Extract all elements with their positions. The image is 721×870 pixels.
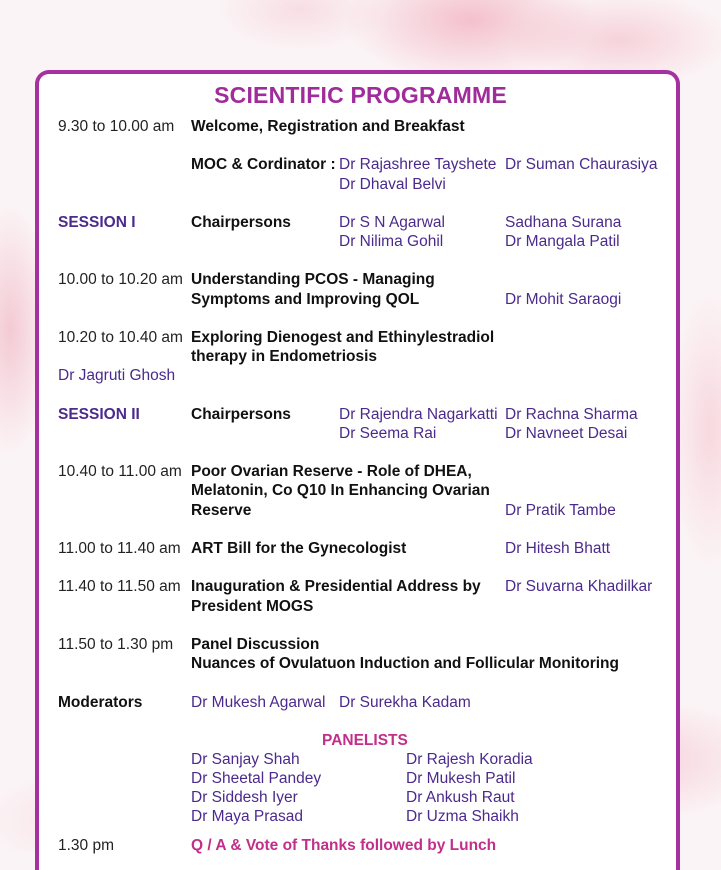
- chairpersons-label: Chairpersons: [191, 214, 291, 231]
- panelists-heading: PANELISTS: [322, 732, 408, 749]
- panelist-name: Dr Sheetal Pandey: [191, 770, 322, 787]
- time-slot: 11.40 to 11.50 am: [58, 578, 181, 595]
- speaker-name: Dr Jagruti Ghosh: [58, 367, 176, 384]
- moc-name: Dr Dhaval Belvi: [339, 176, 446, 193]
- panelist-name: Dr Ankush Raut: [406, 789, 515, 806]
- panel-subtitle: Nuances of Ovulatuon Induction and Follicular Monitoring: [191, 655, 619, 672]
- speaker-name: Dr Pratik Tambe: [505, 502, 616, 519]
- chairperson-name: Dr Mangala Patil: [505, 233, 620, 250]
- speaker-name: Dr Suvarna Khadilkar: [505, 578, 653, 595]
- chairperson-name: Dr Rachna Sharma: [505, 406, 638, 423]
- talk-title: Understanding PCOS - Managing: [191, 271, 435, 288]
- chairpersons-label: Chairpersons: [191, 406, 291, 423]
- panelist-name: Dr Uzma Shaikh: [406, 808, 519, 825]
- chairperson-name: Dr Nilima Gohil: [339, 233, 444, 250]
- panelist-name: Dr Rajesh Koradia: [406, 751, 533, 768]
- moc-label: MOC & Cordinator :: [191, 156, 336, 173]
- panelist-name: Dr Mukesh Patil: [406, 770, 516, 787]
- panel-title: Panel Discussion: [191, 636, 320, 653]
- talk-title: Exploring Dienogest and Ethinylestradiol: [191, 329, 495, 346]
- moc-name: Dr Rajashree Tayshete: [339, 156, 497, 173]
- time-slot: 11.00 to 11.40 am: [58, 540, 181, 557]
- speaker-name: Dr Hitesh Bhatt: [505, 540, 611, 557]
- talk-title: therapy in Endometriosis: [191, 348, 378, 365]
- time-slot: 1.30 pm: [58, 837, 115, 854]
- moderators-label: Moderators: [58, 694, 143, 711]
- talk-title: Inauguration & Presidential Address by: [191, 578, 481, 595]
- chairperson-name: Dr Navneet Desai: [505, 425, 628, 442]
- chairperson-name: Dr Rajendra Nagarkatti: [339, 406, 498, 423]
- session-topic: Welcome, Registration and Breakfast: [191, 118, 465, 135]
- talk-title: Reserve: [191, 502, 252, 519]
- chairperson-name: Dr S N Agarwal: [339, 214, 445, 231]
- chairperson-name: Dr Seema Rai: [339, 425, 437, 442]
- panelist-name: Dr Maya Prasad: [191, 808, 303, 825]
- talk-title: Symptoms and Improving QOL: [191, 291, 420, 308]
- session-label: SESSION I: [58, 214, 136, 231]
- talk-title: President MOGS: [191, 598, 314, 615]
- talk-title: Melatonin, Co Q10 In Enhancing Ovarian: [191, 482, 490, 499]
- moderator-name: Dr Surekha Kadam: [339, 694, 471, 711]
- time-slot: 10.40 to 11.00 am: [58, 463, 182, 480]
- panelist-name: Dr Sanjay Shah: [191, 751, 300, 768]
- talk-title: ART Bill for the Gynecologist: [191, 540, 407, 557]
- moc-name: Dr Suman Chaurasiya: [505, 156, 658, 173]
- time-slot: 10.00 to 10.20 am: [58, 271, 183, 288]
- moderator-name: Dr Mukesh Agarwal: [191, 694, 326, 711]
- talk-title: Poor Ovarian Reserve - Role of DHEA,: [191, 463, 472, 480]
- speaker-name: Dr Mohit Saraogi: [505, 291, 622, 308]
- time-slot: 9.30 to 10.00 am: [58, 118, 175, 135]
- page-title: SCIENTIFIC PROGRAMME: [214, 82, 507, 108]
- time-slot: 10.20 to 10.40 am: [58, 329, 183, 346]
- panelist-name: Dr Siddesh Iyer: [191, 789, 298, 806]
- chairperson-name: Sadhana Surana: [505, 214, 622, 231]
- closing-text: Q / A & Vote of Thanks followed by Lunch: [191, 837, 497, 854]
- time-slot: 11.50 to 1.30 pm: [58, 636, 174, 653]
- session-label: SESSION II: [58, 406, 140, 423]
